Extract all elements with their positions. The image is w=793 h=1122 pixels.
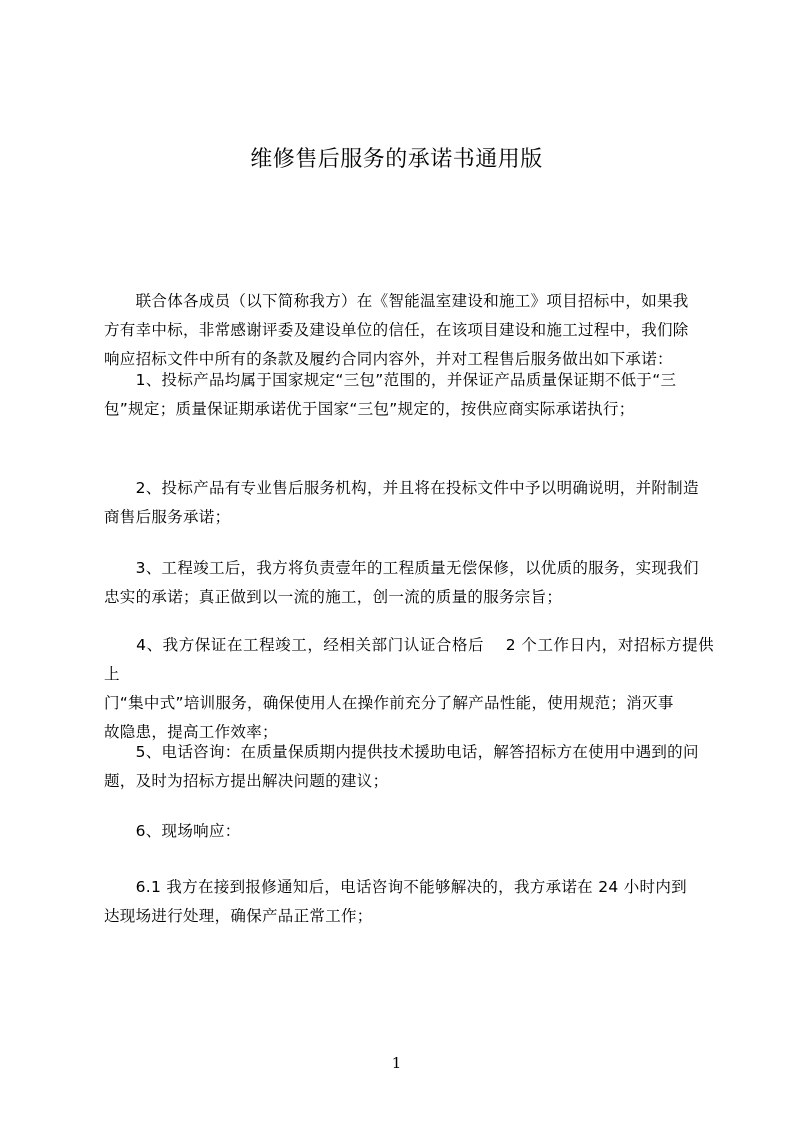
paragraph-commitment-6: 6、现场响应： (104, 822, 241, 840)
document-title: 维修售后服务的承诺书通用版 (250, 147, 543, 172)
page-number: 1 (391, 1054, 402, 1072)
paragraph-commitment-4: 4、我方保证在工程竣工，经相关部门认证合格后 2 个工作日内，对招标方提供上 门“集中式”培训服务，确保使用人在操作前充分了解产品性能，使用规范；消灭事 故隐患，提高工作效率； (104, 636, 714, 741)
paragraph-commitment-6-1: 6.1 我方在接到报修通知后，电话咨询不能够解决的，我方承诺在 24 小时内到 达现场进行处理，确保产品正常工作； (104, 878, 687, 925)
paragraph-intro: 联合体各成员（以下简称我方）在《智能温室建设和施工》项目招标中，如果我 方有幸中标，非常感谢评委及建设单位的信任，在该项目建设和施工过程中，我们除 响应招标文件中所有的条款及履约合同内容外，并对工程售后服务做出如下承诺： (104, 292, 689, 368)
paragraph-commitment-5: 5、电话咨询：在质量保质期内提供技术援助电话，解答招标方在使用中遇到的问 题，及时为招标方提出解决问题的建议； (104, 743, 699, 790)
paragraph-commitment-1: 1、投标产品均属于国家规定“三包”范围的，并保证产品质量保证期不低于“三 包”规定；质量保证期承诺优于国家“三包”规定的，按供应商实际承诺执行； (104, 371, 677, 418)
paragraph-commitment-3: 3、工程竣工后，我方将负责壹年的工程质量无偿保修，以优质的服务，实现我们 忠实的承诺；真正做到以一流的施工，创一流的质量的服务宗旨； (104, 559, 699, 606)
paragraph-commitment-2: 2、投标产品有专业售后服务机构，并且将在投标文件中予以明确说明，并附制造 商售后服务承诺； (104, 479, 699, 526)
